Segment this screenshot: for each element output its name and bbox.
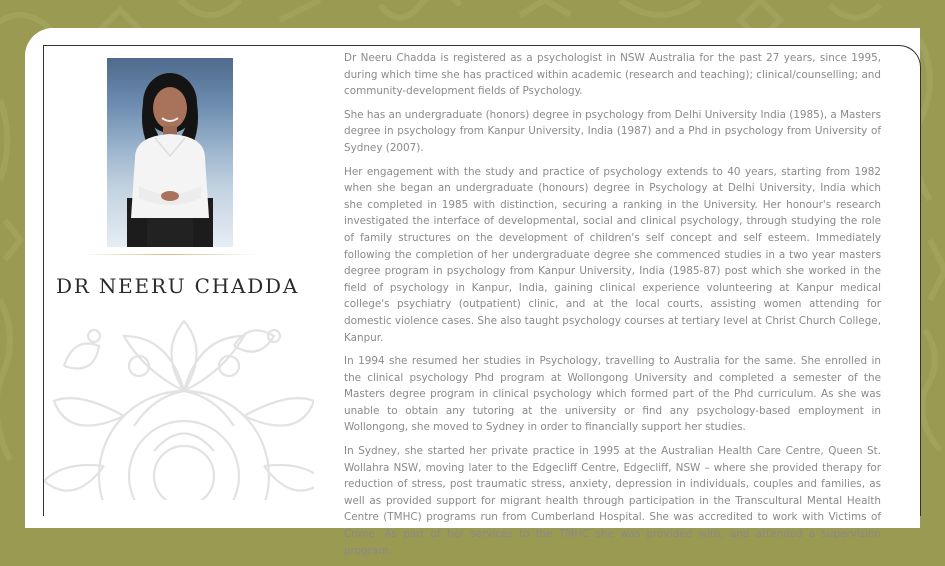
biography-text xyxy=(344,50,881,566)
bio-paragraph: In 1994 she resumed her studies in Psychology, travelling to Australia for the same. She enrolled in the clinical psychology Phd program at Wollongong University and completed a semester of the Masters degree program in clinical psychology which formed part of the Phd curriculum. As she was unable to obtain any tutoring at the university or find any psychology-based employment in Wollongong, she moved to Sydney in order to financially support her studies. xyxy=(344,355,881,434)
profile-photo xyxy=(107,58,233,247)
bio-paragraph: In Sydney, she started her private practice in 1995 at the Australian Health Care Centre, Queen St. Wollahra NSW, moving later to the Edgecliff Centre, Edgecliff, NSW – where she provided therapy for reduction of stress, post traumatic stress, anxiety, depression in individuals, couples and families, as well as provided support for migrant health through participation in the Transcultural Mental Health Centre (TMHC) programs run from Cumberland Hospital. She was accredited to work with Victims of Crime. As part of her services to the TMHC she was provided with, and attended a supervision program. xyxy=(344,445,881,557)
profile-sidebar xyxy=(44,46,314,500)
mandala-decoration xyxy=(44,306,314,500)
profile-photo-illustration xyxy=(107,58,233,247)
photo-underline-divider xyxy=(82,254,257,255)
bio-paragraph: Dr Neeru Chadda is registered as a psychologist in NSW Australia for the past 27 years, since 1995, during which time she has practiced within academic (research and teaching); clinical/counselling; and community-development fields of Psychology. xyxy=(344,52,881,98)
bio-paragraph: She has an undergraduate (honors) degree in psychology from Delhi University India (1985), a Masters degree in psychology from Kanpur University, India (1987) and a Phd in psychology from University of Sydney (2007). xyxy=(344,108,881,154)
doctor-name-heading: DR NEERU CHADDA xyxy=(56,274,300,298)
bio-paragraph: Her engagement with the study and practice of psychology extends to 40 years, starting from 1982 when she began an undergraduate (honours) degree in Psychology at Delhi University, India which she completed in 1985 with distinction, securing a ranking in the University. Her honour's research investigated the interface of developmental, social and clinical psychology, through studying the role of family structures on the development of children's self concept and self esteem. Immediately following the completion of her undergraduate degree she commenced studies in a two year masters degree program in psychology from Kanpur University, India (1985-87) post which she worked in the field of psychology in Kanpur, India, gaining clinical experience volunteering at Kanpur medical college's psychiatry (outpatient) clinic, and at the local courts, assisting women attending for domestic violence cases. She also taught psychology courses at tertiary level at Christ Church College, Kanpur. xyxy=(344,165,881,344)
